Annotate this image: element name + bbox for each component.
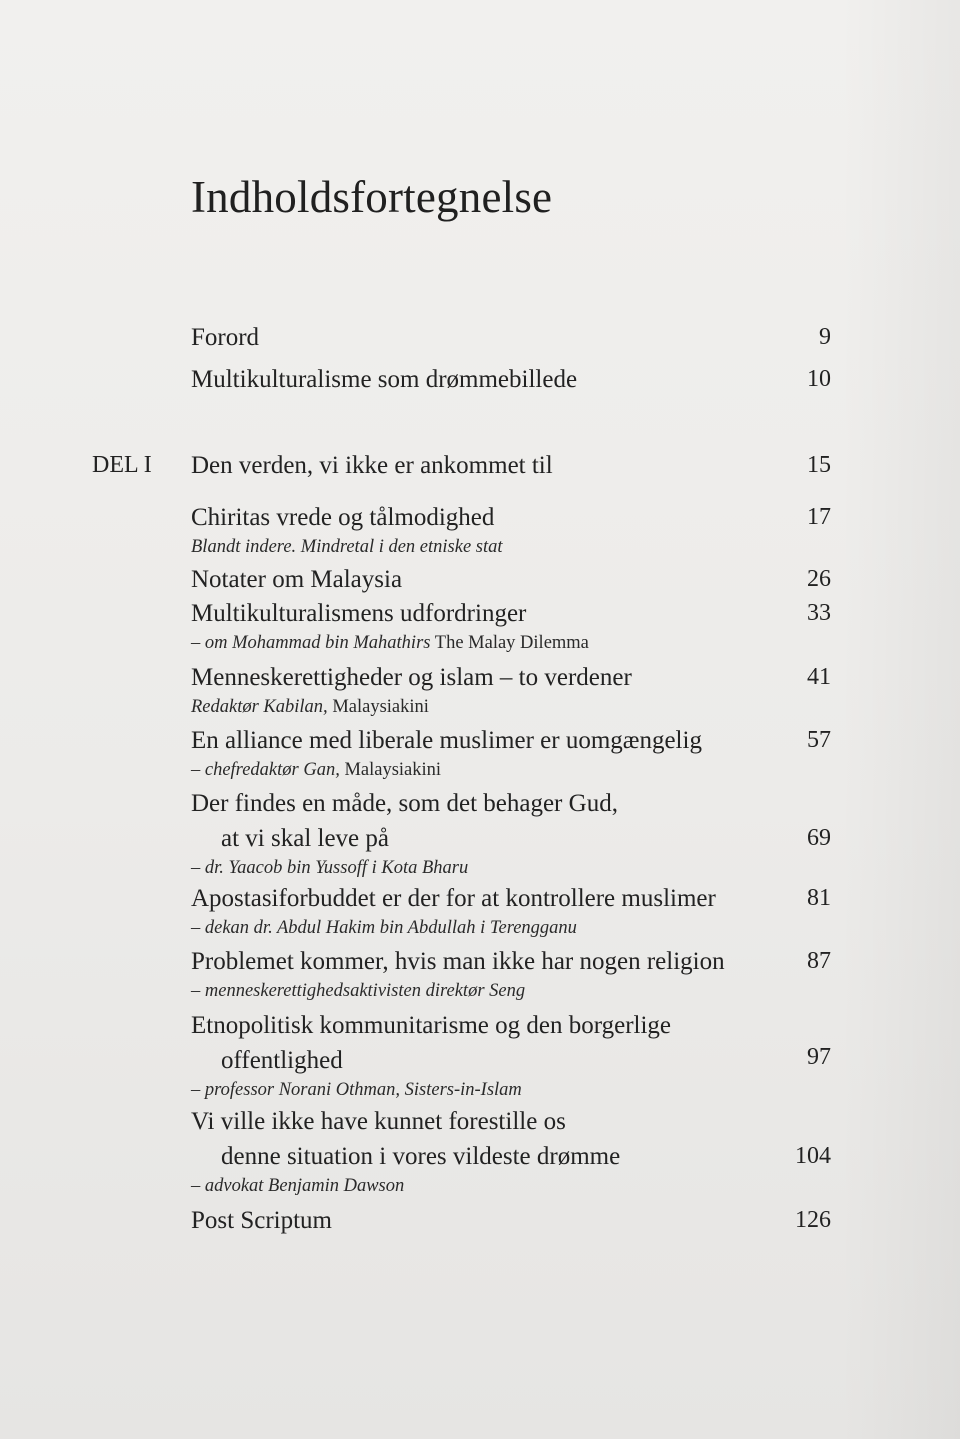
toc-entry-menneskerettigheder [191,660,831,719]
toc-entry-title: Forord [191,324,260,351]
toc-entry-alliance [191,723,831,782]
page-title: Indholdsfortegnelse [191,172,553,222]
toc-page-number: 104 [795,1143,831,1169]
toc-entry-title-line1: Etnopolitisk kommunitarisme og den borgerlige [191,1012,672,1039]
toc-entry-den-verden [191,448,831,483]
toc-page-number: 57 [807,727,831,753]
toc-entry-problemet [191,944,831,1003]
toc-page-number: 69 [807,825,831,851]
part-label: DEL I [92,452,152,478]
toc-page-number: 26 [807,566,831,592]
toc-page-number: 15 [807,452,831,478]
toc-entry-title-line1: Vi ville ikke have kunnet forestille os [191,1108,566,1135]
page-shadow [840,0,960,1439]
toc-entry-post-scriptum [191,1203,831,1238]
toc-entry-chiritas [191,500,831,559]
toc-entry-title: Problemet kommer, hvis man ikke har nogen religion [191,948,725,975]
toc-entry-title: Apostasiforbuddet er der for at kontrollere muslimer [191,885,716,912]
toc-entry-subtitle: – professor Norani Othman, Sisters-in-Islam [191,1080,522,1100]
toc-entry-subtitle: – dr. Yaacob bin Yussoff i Kota Bharu [191,858,469,878]
toc-page-number: 10 [807,366,831,392]
toc-entry-title: Multikulturalisme som drømmebillede [191,366,578,393]
toc-entry-title: Notater om Malaysia [191,566,403,593]
toc-page-number: 81 [807,885,831,911]
toc-page-number: 97 [807,1044,831,1070]
toc-page-number: 87 [807,948,831,974]
toc-entry-title: Post Scriptum [191,1207,332,1234]
toc-entry-forord [191,320,831,355]
toc-entry-subtitle: – om Mohammad bin Mahathirs The Malay Dilemma [191,633,589,653]
toc-entry-title: En alliance med liberale muslimer er uomgængelig [191,727,702,754]
toc-entry-multikulturalisme [191,362,831,397]
toc-entry-apostasi [191,881,831,940]
toc-entry-subtitle: – dekan dr. Abdul Hakim bin Abdullah i Terengganu [191,918,577,938]
toc-page-number: 33 [807,600,831,626]
toc-page-number: 17 [807,504,831,530]
toc-page-number: 41 [807,664,831,690]
toc-entry-notater [191,562,831,597]
toc-entry-subtitle: Blandt indere. Mindretal i den etniske stat [191,537,503,557]
toc-entry-title-line2: offentlighed [221,1047,343,1074]
toc-entry-title: Den verden, vi ikke er ankommet til [191,452,553,479]
toc-entry-subtitle: Redaktør Kabilan, Malaysiakini [191,697,429,717]
toc-entry-title: Menneskerettigheder og islam – to verdener [191,664,632,691]
toc-entry-etnopolitisk [191,1008,831,1102]
toc-entry-subtitle: – advokat Benjamin Dawson [191,1176,405,1196]
toc-page-number: 9 [819,324,831,350]
toc-page-number: 126 [795,1207,831,1233]
toc-entry-subtitle: – chefredaktør Gan, Malaysiakini [191,760,442,780]
toc-entry-vi-ville [191,1104,831,1198]
toc-entry-title-line1: Der findes en måde, som det behager Gud, [191,790,618,817]
toc-entry-title-line2: at vi skal leve på [221,825,389,852]
toc-entry-title: Chiritas vrede og tålmodighed [191,504,495,531]
toc-entry-der-findes [191,786,831,880]
toc-entry-subtitle: – menneskerettighedsaktivisten direktør Seng [191,981,526,1001]
toc-entry-title-line2: denne situation i vores vildeste drømme [221,1143,621,1170]
toc-entry-title: Multikulturalismens udfordringer [191,600,527,627]
toc-entry-udfordringer [191,596,831,655]
